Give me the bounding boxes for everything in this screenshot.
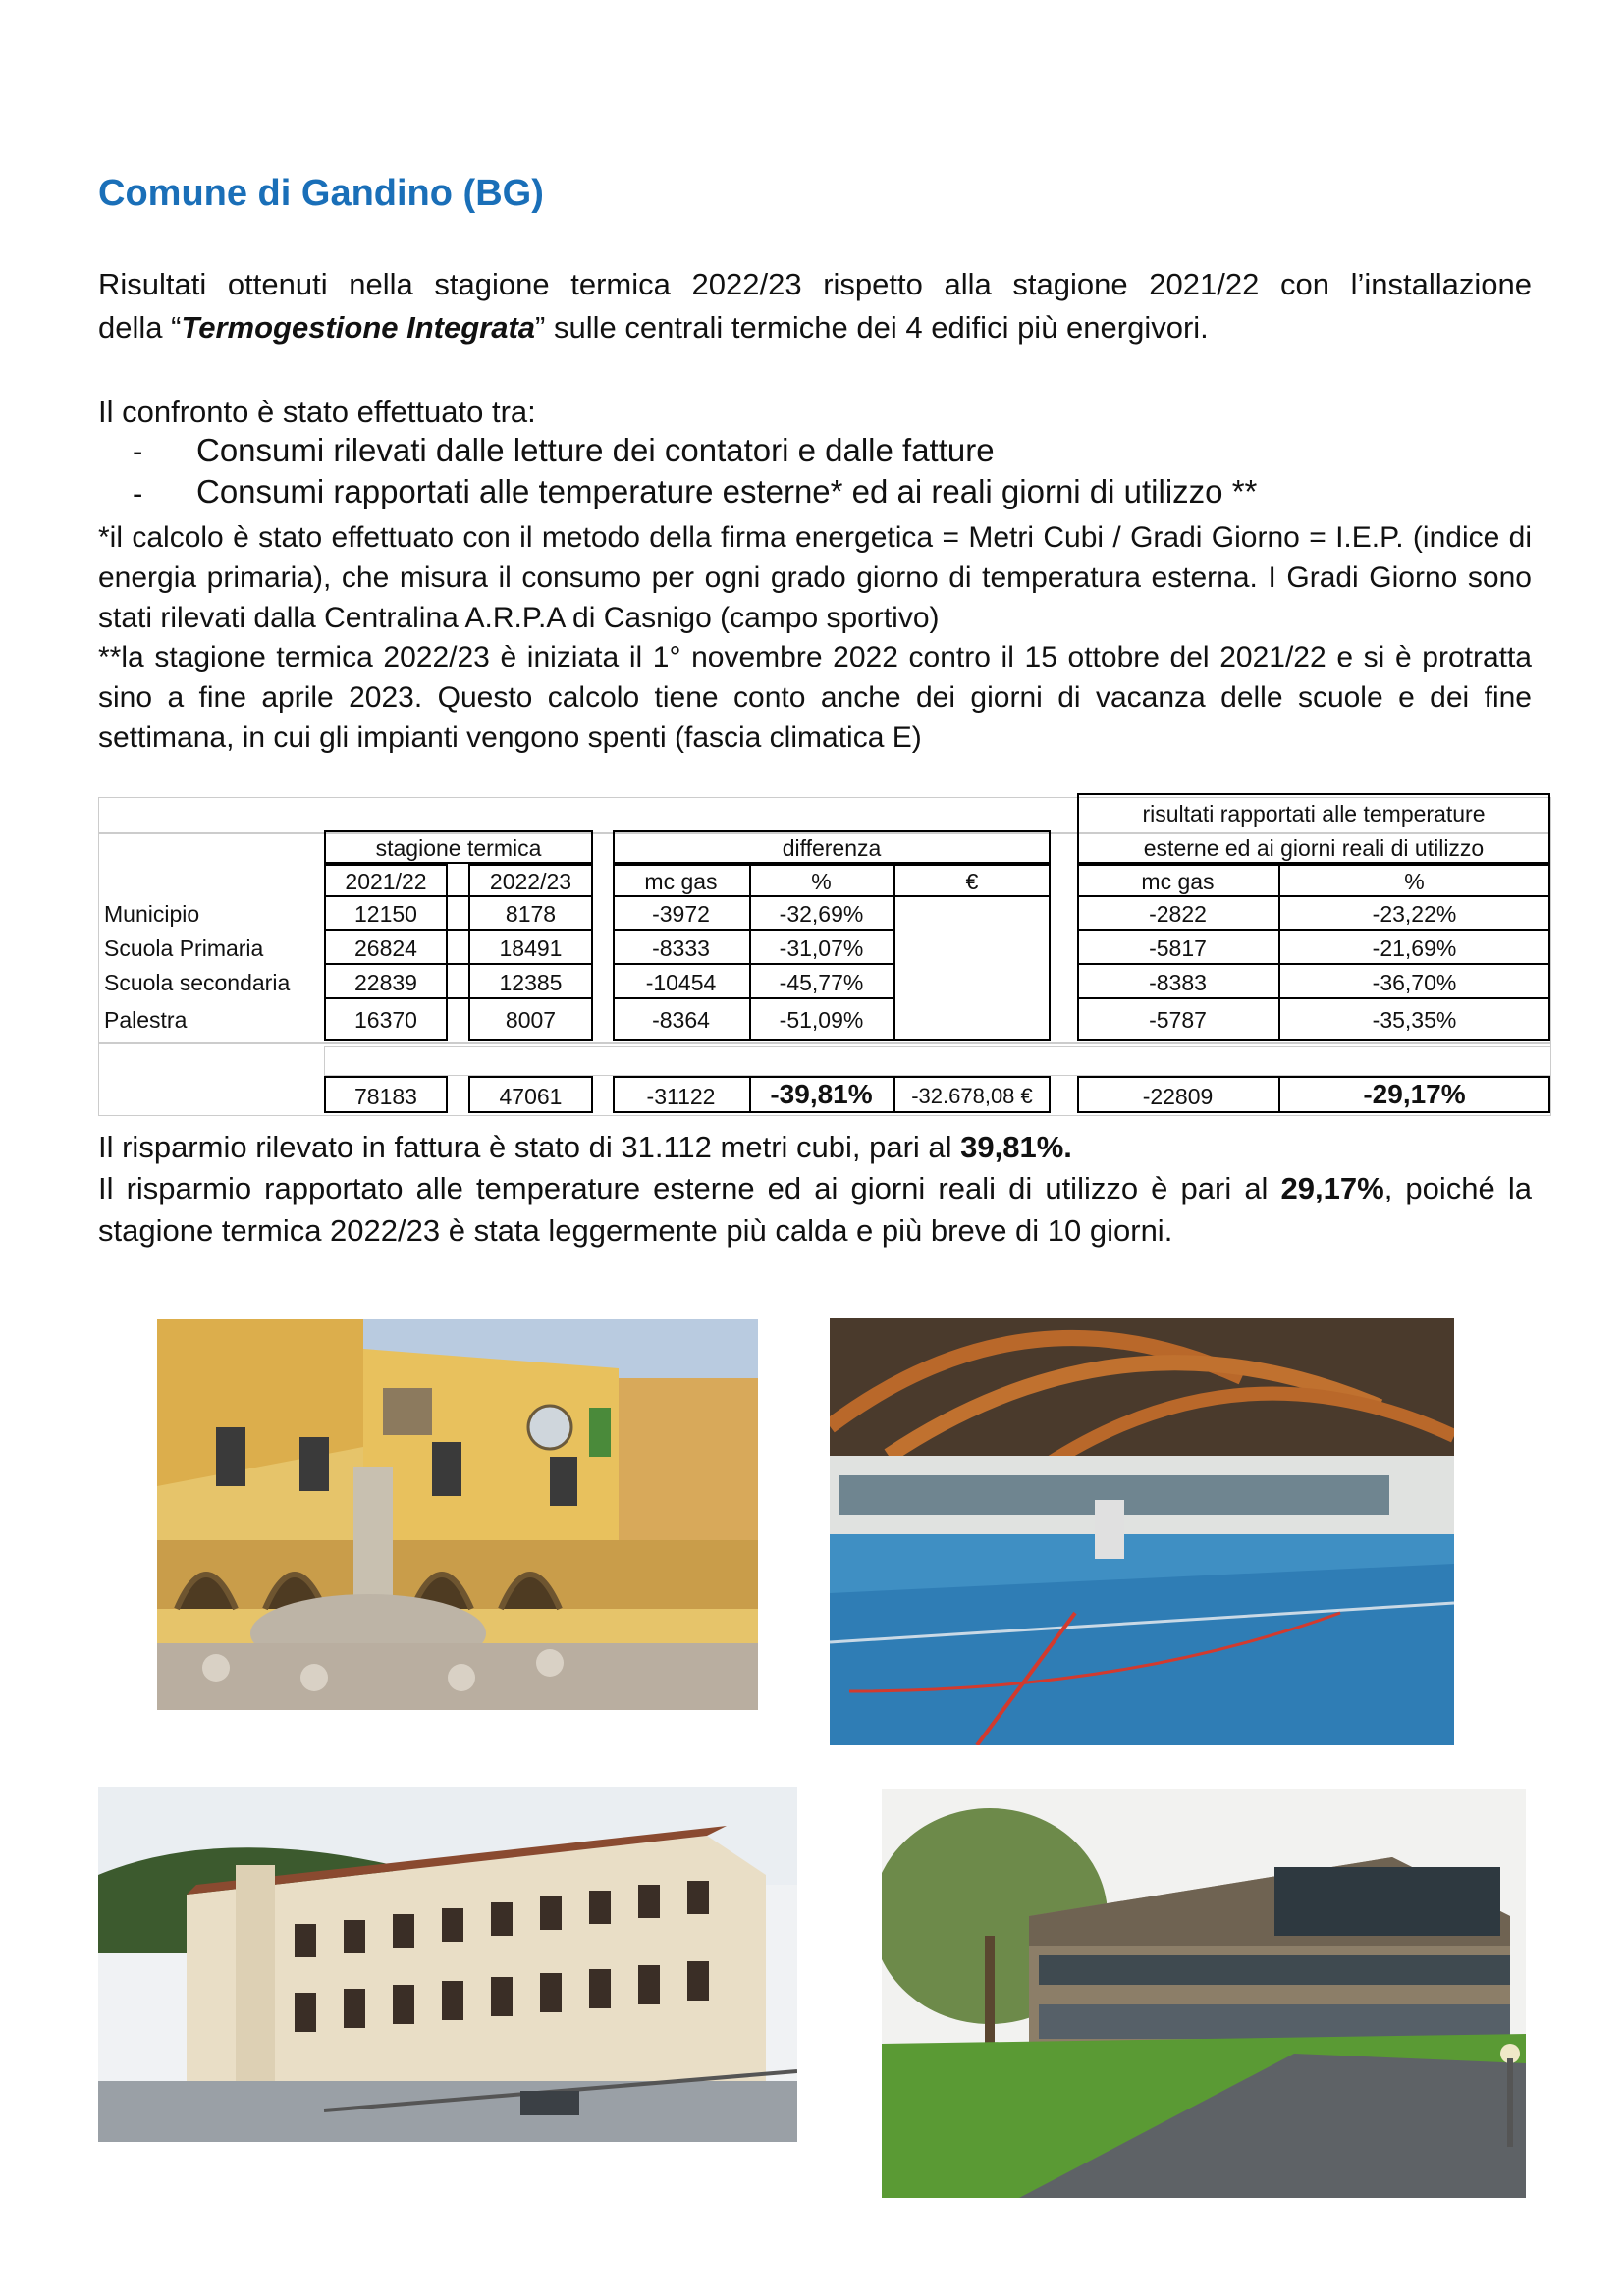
header-differenza: differenza (782, 835, 882, 861)
header-2021-22: 2021/22 (345, 869, 427, 894)
intro-line-2: della “Termogestione Integrata” sulle centrali termiche dei 4 edifici più energivori. (98, 310, 1209, 345)
scuola-primaria-photo (98, 1787, 797, 2142)
product-name: Termogestione Integrata (181, 310, 536, 345)
summary-line-2: Il risparmio rapportato alle temperature esterne ed ai giorni reali di utilizzo è pari al 29,17%, poiché la stagione termica 2022/23 è stata leggermente più calda e più breve di 10 giorni. (98, 1171, 1532, 1248)
total-percent-adjusted: -29,17% (1363, 1079, 1466, 1109)
header-percent-2: % (1404, 869, 1425, 894)
header-mc-gas-2: mc gas (1141, 869, 1215, 894)
bullet-item: Consumi rilevati dalle letture dei contatori e dalle fatture (196, 432, 995, 468)
bullet-dash: - (133, 434, 143, 468)
header-mc-gas: mc gas (644, 869, 718, 894)
header-euro: € (965, 869, 979, 894)
bullet-dash: - (133, 476, 143, 510)
row-label: Palestra (104, 1007, 188, 1033)
palestra-photo (830, 1318, 1454, 1745)
page-title: Comune di Gandino (BG) (98, 173, 544, 214)
summary-line-1: Il risparmio rilevato in fattura è stato di 31.112 metri cubi, pari al 39,81%. (98, 1130, 1072, 1164)
header-stagione: stagione termica (375, 835, 542, 861)
total-euro: -32.678,08 € (911, 1084, 1033, 1108)
header-risultati-1: risultati rapportati alle temperature (1142, 801, 1486, 827)
header-risultati-2: esterne ed ai giorni reali di utilizzo (1143, 835, 1485, 861)
row-label: Scuola secondaria (104, 970, 291, 995)
row-label: Scuola Primaria (104, 935, 264, 961)
header-2022-23: 2022/23 (489, 869, 572, 894)
bullet-item: Consumi rapportati alle temperature esterne* ed ai reali giorni di utilizzo ** (196, 473, 1258, 509)
comparison-intro: Il confronto è stato effettuato tra: (98, 395, 536, 429)
scuola-secondaria-photo (882, 1789, 1526, 2198)
intro-line-1: Risultati ottenuti nella stagione termica 2022/23 rispetto alla stagione 2021/22 con l’installazione (98, 267, 1532, 301)
footnote-1: *il calcolo è stato effettuato con il metodo della firma energetica = Metri Cubi / Gradi Giorno = I.E.P. (indice di energia primaria), che misura il consumo per ogni grado giorno di temperatura esterna. I Gradi Giorno sono stati rilevati dalla Centralina A.R.P.A di Casnigo (campo sportivo) (98, 521, 1532, 634)
total-percent: -39,81% (770, 1079, 873, 1109)
row-label: Municipio (104, 901, 200, 927)
header-percent: % (811, 869, 832, 894)
footnote-2: **la stagione termica 2022/23 è iniziata il 1° novembre 2022 contro il 15 ottobre del 2021/22 e si è protratta sino a fine aprile 2023. Questo calcolo tiene conto anche dei giorni di vacanza delle scuole e dei fine settimana, in cui gli impianti vengono spenti (fascia climatica E) (98, 641, 1532, 754)
municipio-photo (157, 1319, 758, 1710)
